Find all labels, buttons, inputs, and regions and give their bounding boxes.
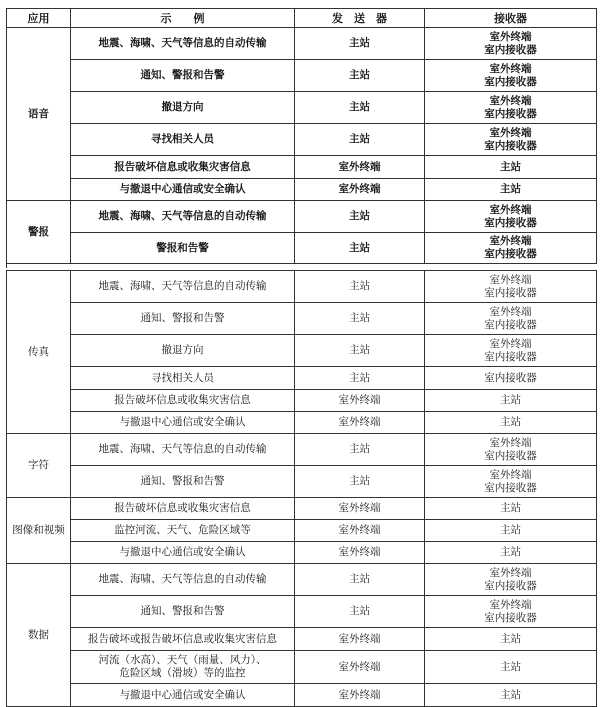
receiver-line: 主站 <box>500 632 521 645</box>
example-cell: 警报和告警 <box>71 233 295 264</box>
receiver-cell <box>425 596 597 628</box>
receiver-line: 室内接收器 <box>484 216 537 229</box>
sender-cell: 主站 <box>295 92 425 124</box>
document-page <box>6 8 596 701</box>
table-part-1 <box>6 8 597 264</box>
table-row <box>7 651 597 684</box>
table-row <box>7 466 597 498</box>
receiver-line: 主站 <box>500 160 521 173</box>
receiver-cell <box>425 60 597 92</box>
example-cell: 地震、海啸、天气等信息的自动传输 <box>71 28 295 60</box>
table-row <box>7 156 597 179</box>
sender-cell: 室外终端 <box>295 651 425 684</box>
example-cell: 撤退方向 <box>71 92 295 124</box>
example-cell: 报告破坏或报告破坏信息或收集灾害信息 <box>71 628 295 651</box>
sender-cell: 主站 <box>295 233 425 264</box>
table-row <box>7 367 597 390</box>
receiver-cell <box>425 628 597 651</box>
table-row <box>7 628 597 651</box>
receiver-line: 主站 <box>500 416 521 428</box>
sender-cell: 主站 <box>295 303 425 335</box>
receiver-line: 室外终端 <box>489 235 532 247</box>
example-cell: 报告破坏信息或收集灾害信息 <box>71 390 295 412</box>
example-cell: 通知、警报和告警 <box>71 60 295 92</box>
receiver-line: 室外终端 <box>489 94 532 107</box>
sender-cell: 室外终端 <box>295 412 425 434</box>
table-row <box>7 201 597 233</box>
table-row <box>7 335 597 367</box>
receiver-line: 室内接收器 <box>484 449 537 462</box>
receiver-line: 室内接收器 <box>484 286 537 299</box>
receiver-line: 主站 <box>500 688 521 701</box>
receiver-line: 室内接收器 <box>484 43 537 56</box>
application-cell: 语音 <box>7 28 71 201</box>
table-row <box>7 60 597 92</box>
example-line: 危险区域（滑坡）等的监控 <box>119 667 246 679</box>
example-cell <box>71 651 295 684</box>
example-cell: 通知、警报和告警 <box>71 466 295 498</box>
example-cell: 通知、警报和告警 <box>71 303 295 335</box>
receiver-line: 主站 <box>500 524 521 536</box>
receiver-line: 室外终端 <box>489 598 532 611</box>
sender-cell: 主站 <box>295 28 425 60</box>
receiver-line: 室外终端 <box>489 337 532 350</box>
table-row <box>7 271 597 303</box>
sender-cell: 主站 <box>295 124 425 156</box>
receiver-cell <box>425 156 597 179</box>
receiver-cell <box>425 28 597 60</box>
sender-cell: 室外终端 <box>295 684 425 707</box>
receiver-line: 室内接收器 <box>484 481 537 494</box>
receiver-cell <box>425 92 597 124</box>
sender-cell: 主站 <box>295 60 425 92</box>
sender-cell: 室外终端 <box>295 390 425 412</box>
sender-cell: 室外终端 <box>295 156 425 179</box>
example-cell: 报告破坏信息或收集灾害信息 <box>71 156 295 179</box>
receiver-cell <box>425 434 597 466</box>
receiver-cell <box>425 124 597 156</box>
receiver-line: 室外终端 <box>489 30 532 43</box>
receiver-cell <box>425 233 597 264</box>
receiver-line: 室内接收器 <box>484 611 537 624</box>
example-cell: 寻找相关人员 <box>71 367 295 390</box>
receiver-cell <box>425 684 597 707</box>
example-cell: 撤退方向 <box>71 335 295 367</box>
receiver-line: 主站 <box>500 183 521 195</box>
receiver-cell <box>425 179 597 201</box>
page-split-mark <box>6 264 16 265</box>
example-cell: 地震、海啸、天气等信息的自动传输 <box>71 564 295 596</box>
receiver-line: 室外终端 <box>489 436 532 449</box>
table-row <box>7 434 597 466</box>
receiver-line: 室外终端 <box>489 566 532 579</box>
application-cell: 警报 <box>7 201 71 264</box>
receiver-line: 室外终端 <box>489 126 532 139</box>
receiver-cell <box>425 651 597 684</box>
receiver-line: 室内接收器 <box>484 579 537 592</box>
example-cell: 与撤退中心通信或安全确认 <box>71 684 295 707</box>
table-row <box>7 684 597 707</box>
table-row <box>7 303 597 335</box>
sender-cell: 室外终端 <box>295 498 425 520</box>
receiver-line: 室内接收器 <box>484 75 537 88</box>
receiver-cell <box>425 498 597 520</box>
receiver-line: 主站 <box>500 394 521 406</box>
sender-cell: 主站 <box>295 434 425 466</box>
example-cell: 地震、海啸、天气等信息的自动传输 <box>71 434 295 466</box>
table-row <box>7 124 597 156</box>
table-row <box>7 542 597 564</box>
sender-cell: 室外终端 <box>295 542 425 564</box>
sender-cell: 室外终端 <box>295 520 425 542</box>
receiver-cell <box>425 412 597 434</box>
table-row <box>7 28 597 60</box>
example-cell: 通知、警报和告警 <box>71 596 295 628</box>
sender-cell: 主站 <box>295 335 425 367</box>
example-cell: 与撤退中心通信或安全确认 <box>71 542 295 564</box>
sender-cell: 主站 <box>295 271 425 303</box>
header-receiver: 接收器 <box>425 9 597 28</box>
receiver-line: 室内接收器 <box>484 350 537 363</box>
header-example: 示 例 <box>71 9 295 28</box>
receiver-cell <box>425 271 597 303</box>
receiver-line: 室外终端 <box>489 203 532 216</box>
receiver-line: 主站 <box>500 660 521 673</box>
sender-cell: 主站 <box>295 201 425 233</box>
sender-cell: 室外终端 <box>295 179 425 201</box>
receiver-line: 室外终端 <box>489 468 532 481</box>
receiver-cell <box>425 303 597 335</box>
receiver-cell <box>425 335 597 367</box>
header-row <box>7 9 597 28</box>
receiver-cell <box>425 201 597 233</box>
header-application: 应用 <box>7 9 71 28</box>
receiver-line: 室内接收器 <box>484 107 537 120</box>
table-row <box>7 179 597 201</box>
example-cell: 监控河流、天气、危险区域等 <box>71 520 295 542</box>
receiver-cell <box>425 542 597 564</box>
application-cell: 字符 <box>7 434 71 498</box>
example-cell: 报告破坏信息或收集灾害信息 <box>71 498 295 520</box>
receiver-line: 室外终端 <box>489 305 532 318</box>
table-row <box>7 92 597 124</box>
table-part-2 <box>6 270 597 707</box>
sender-cell: 主站 <box>295 596 425 628</box>
receiver-line: 室外终端 <box>489 62 532 75</box>
example-cell: 地震、海啸、天气等信息的自动传输 <box>71 201 295 233</box>
table-row <box>7 390 597 412</box>
example-cell: 与撤退中心通信或安全确认 <box>71 412 295 434</box>
table-row <box>7 233 597 264</box>
sender-cell: 室外终端 <box>295 628 425 651</box>
table-row <box>7 412 597 434</box>
receiver-line: 室内接收器 <box>484 371 537 384</box>
receiver-line: 室内接收器 <box>484 318 537 331</box>
table-row <box>7 596 597 628</box>
receiver-cell <box>425 564 597 596</box>
table-row <box>7 498 597 520</box>
receiver-line: 室内接收器 <box>484 139 537 152</box>
example-cell: 与撤退中心通信或安全确认 <box>71 179 295 201</box>
sender-cell: 主站 <box>295 466 425 498</box>
receiver-cell <box>425 367 597 390</box>
receiver-line: 室内接收器 <box>484 248 537 260</box>
receiver-line: 室外终端 <box>489 273 532 286</box>
application-cell: 图像和视频 <box>7 498 71 564</box>
application-cell: 数据 <box>7 564 71 707</box>
sender-cell: 主站 <box>295 564 425 596</box>
sender-cell: 主站 <box>295 367 425 390</box>
example-line: 河流（水高）、天气（雨量、风力）、 <box>98 654 267 666</box>
application-cell: 传真 <box>7 271 71 434</box>
example-cell: 地震、海啸、天气等信息的自动传输 <box>71 271 295 303</box>
table-row <box>7 520 597 542</box>
header-sender: 发 送 器 <box>295 9 425 28</box>
receiver-cell <box>425 390 597 412</box>
table-row <box>7 564 597 596</box>
receiver-line: 主站 <box>500 546 521 558</box>
receiver-cell <box>425 466 597 498</box>
receiver-line: 主站 <box>500 502 521 514</box>
example-cell: 寻找相关人员 <box>71 124 295 156</box>
receiver-cell <box>425 520 597 542</box>
